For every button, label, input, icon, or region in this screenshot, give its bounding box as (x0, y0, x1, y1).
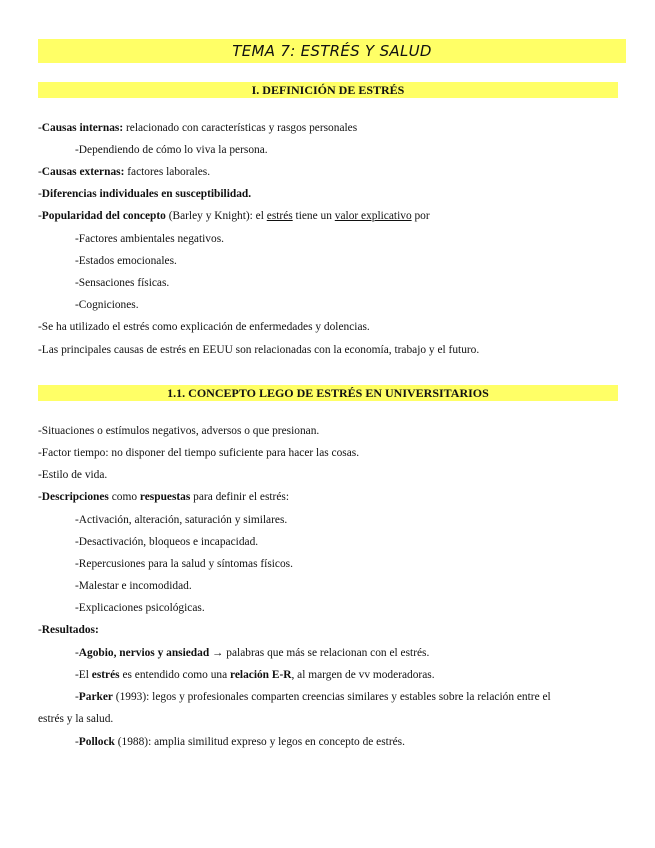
bold-term: Agobio, nervios y ansiedad (78, 647, 210, 659)
text-line: -Parker (1993): legos y profesionales comparten creencias similares y estables sobre la relación entre el (75, 691, 551, 703)
text-line: -Dependiendo de cómo lo viva la persona. (75, 144, 268, 156)
title-banner (38, 39, 626, 63)
text-line: -Activación, alteración, saturación y similares. (75, 514, 288, 526)
text-line: -Causas externas: factores laborales. (38, 166, 211, 178)
text-line: -Descripciones como respuestas para definir el estrés: (38, 491, 289, 503)
section-heading: I. DEFINICIÓN DE ESTRÉS (251, 83, 405, 97)
text-line: -Repercusiones para la salud y síntomas físicos. (75, 558, 293, 570)
text-line: -Diferencias individuales en susceptibilidad. (38, 188, 252, 200)
bold-term: Causas internas: (41, 122, 124, 134)
text-line: -Las principales causas de estrés en EEUU son relacionadas con la economía, trabajo y el futuro. (38, 344, 480, 356)
bold-term: estrés (91, 669, 120, 681)
bold-term: Causas externas: (41, 166, 125, 178)
text-line: -Desactivación, bloqueos e incapacidad. (75, 536, 259, 548)
page-title: TEMA 7: ESTRÉS Y SALUD (232, 42, 432, 60)
section-heading: 1.1. CONCEPTO LEGO DE ESTRÉS EN UNIVERSITARIOS (167, 386, 489, 400)
text-line: -Se ha utilizado el estrés como explicación de enfermedades y dolencias. (38, 321, 370, 333)
text-line: -Estilo de vida. (38, 469, 108, 481)
text-line: -Estados emocionales. (75, 255, 177, 267)
text-line: -Agobio, nervios y ansiedad → palabras que más se relacionan con el estrés. (75, 647, 430, 659)
text-line: -Explicaciones psicológicas. (75, 602, 205, 614)
bold-term: Parker (78, 691, 113, 703)
text-line: -Popularidad del concepto (Barley y Knight): el estrés tiene un valor explicativo por (38, 210, 430, 222)
text-line: -Cogniciones. (75, 299, 139, 311)
section-heading-banner (38, 385, 618, 401)
bold-term: Diferencias individuales en susceptibilidad. (41, 188, 252, 200)
text-line: -Factor tiempo: no disponer del tiempo suficiente para hacer las cosas. (38, 447, 360, 459)
bold-term: Popularidad del concepto (41, 210, 166, 222)
text-line: -Resultados: (38, 624, 99, 636)
text-line: -Malestar e incomodidad. (75, 580, 192, 592)
bold-term: Descripciones (41, 491, 109, 503)
text-line: -El estrés es entendido como una relación E-R, al margen de vv moderadoras. (75, 669, 435, 681)
text-line: -Factores ambientales negativos. (75, 233, 224, 245)
bold-term: Resultados: (41, 624, 99, 636)
section-heading-banner (38, 82, 618, 98)
bold-term: respuestas (139, 491, 191, 503)
bold-term: relación E-R (230, 669, 292, 681)
text-line: -Sensaciones físicas. (75, 277, 170, 289)
text-line: estrés y la salud. (38, 713, 114, 725)
text-line: -Pollock (1988): amplia similitud expreso y legos en concepto de estrés. (75, 736, 405, 748)
text-line: -Situaciones o estímulos negativos, adversos o que presionan. (38, 425, 320, 437)
text-line: -Causas internas: relacionado con características y rasgos personales (38, 122, 358, 134)
bold-term: Pollock (78, 736, 115, 748)
